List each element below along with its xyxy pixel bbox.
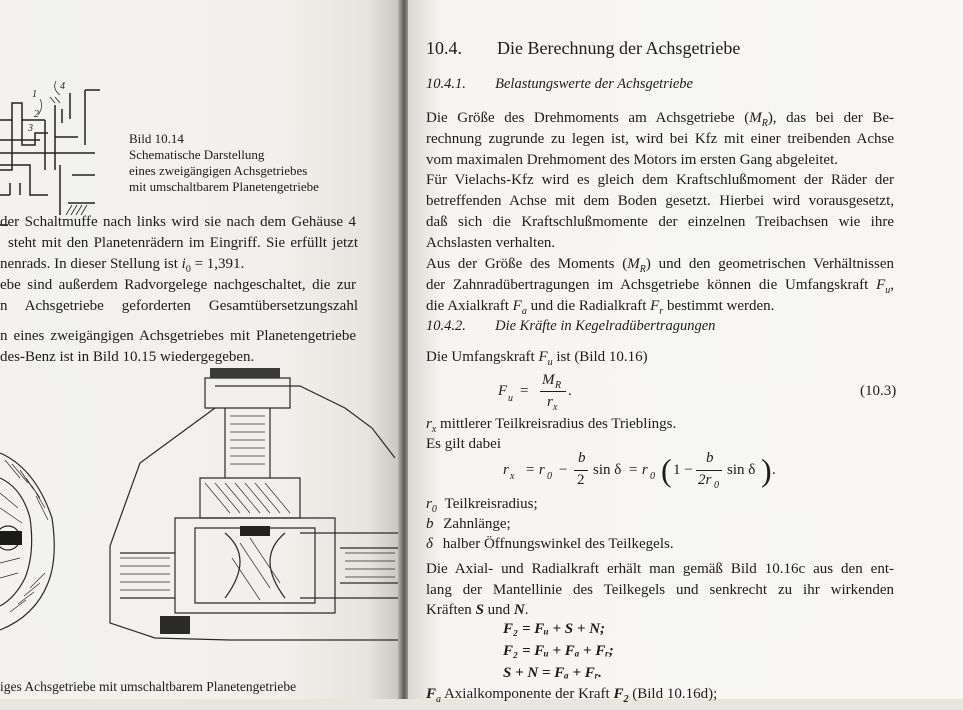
caption-line: Schematische Darstellung: [129, 147, 265, 162]
text-run: .: [524, 602, 529, 618]
eq-sub: 0: [714, 480, 719, 491]
body-line: daß sich die Kraftschlußmomente der einzelnen Treibachsen wie ihre: [426, 214, 894, 230]
def-text: Zahnlänge;: [443, 516, 511, 532]
body-line: vom maximalen Drehmoment des Motors im ersten Gang abgeleitet.: [426, 152, 838, 168]
body-line: [426, 600, 529, 621]
left-text-line: n eines zweigängigen Achsgetriebes mit Planetengetriebe: [0, 328, 356, 344]
text-run: Aus der Größe des Moments (: [426, 256, 628, 272]
eq-frac-num: b: [706, 450, 714, 466]
eq-sub: 0: [547, 471, 552, 482]
left-text-line: steht mit den Planetenrädern im Eingriff. Sie erfüllt jetzt: [8, 235, 358, 251]
force-equation: F₂ = Fᵤ + Fₐ + Fᵣ;: [503, 643, 614, 659]
subsection-title: Die Kräfte in Kegelradübertragungen: [495, 318, 716, 334]
text-run: Kräften: [426, 602, 476, 618]
definition-item: [426, 534, 674, 555]
body-line: Achslasten verhalten.: [426, 235, 556, 251]
eq-trail: .: [772, 462, 776, 478]
math-M: M: [749, 110, 762, 126]
eq-part: = r: [628, 462, 648, 478]
eq-trail: .: [568, 383, 572, 399]
text-run: der Zahnradübertragungen im Achsgetriebe können die Umfangskraft: [426, 277, 877, 293]
math-sub: R: [761, 118, 768, 129]
text-run: nenrads. In dieser Stellung ist: [0, 256, 178, 272]
label-4: 4: [60, 81, 65, 92]
body-line: Die Axial- und Radialkraft erhält man gemäß Bild 10.16c aus den ent-: [426, 561, 894, 577]
math-r: r: [426, 416, 432, 432]
text-run: Axialkomponente der Kraft: [441, 686, 614, 702]
def-symbol: δ: [426, 536, 433, 552]
body-line: Es gilt dabei: [426, 436, 501, 452]
text-run: ,: [890, 277, 894, 293]
math-sub: 2: [623, 694, 629, 705]
def-text: halber Öffnungswinkel des Teilkegels.: [442, 536, 674, 552]
text-run: ), das bei der Be-: [767, 110, 894, 126]
eq-paren-close: ): [761, 452, 772, 488]
left-text-line: n Achsgetriebe geforderten Gesamtübersetzungszahl: [0, 298, 358, 314]
left-text-line: des-Benz ist in Bild 10.15 wiedergegeben.: [0, 349, 255, 365]
math-sub: u: [885, 285, 891, 296]
eq-frac-num: b: [578, 450, 586, 466]
caption-number: Bild 10.14: [129, 131, 184, 146]
math-i: i: [181, 256, 186, 272]
eq-sin: sin δ: [593, 462, 622, 478]
math-sub: a: [521, 306, 527, 317]
text-run: und die Radialkraft: [526, 298, 651, 314]
text-run: und: [483, 602, 514, 618]
body-line: lang der Mantellinie des Teilkegels und senkrecht zu ihr wirkenden: [426, 582, 894, 598]
math-sub: a: [436, 694, 442, 705]
eq-sin: sin δ: [727, 462, 756, 478]
math-sub: R: [639, 264, 646, 275]
equation-rx: [503, 450, 783, 494]
left-page: [0, 0, 400, 699]
math-sub: x: [431, 424, 437, 435]
text-run: ) und den geometrischen Verhältnissen: [645, 256, 894, 272]
subsection-heading: [426, 76, 693, 93]
eq-sub: 0: [650, 471, 655, 482]
eq-paren-open: (: [661, 452, 672, 488]
section-title: Die Berechnung der Achsgetriebe: [497, 38, 741, 58]
math-F: F: [538, 349, 548, 365]
eq-minus: −: [559, 462, 568, 478]
section-number: 10.4.: [426, 38, 462, 58]
text-run: (Bild 10.16d);: [628, 686, 718, 702]
caption-line: eines zweigängigen Achsgetriebes: [129, 163, 308, 178]
subsection-heading: [426, 318, 715, 335]
subsection-title: Belastungswerte der Achsgetriebe: [495, 76, 693, 92]
figure-10-15-drawing: [0, 368, 400, 668]
math-F: F: [876, 277, 886, 293]
eq-one: 1 −: [673, 462, 693, 478]
math-F: F: [512, 298, 522, 314]
eq-numerator: M: [542, 372, 555, 388]
math-sub: 0: [185, 264, 191, 275]
subsection-number: 10.4.2.: [426, 318, 466, 334]
subsection-number: 10.4.1.: [426, 76, 466, 92]
definition-item: [426, 514, 511, 535]
equation-number: (10.3): [860, 383, 897, 399]
def-text: Teilkreisradius;: [444, 496, 538, 512]
math-F: F: [613, 686, 624, 702]
label-1: 1: [32, 89, 37, 100]
right-page: [408, 0, 963, 705]
body-line: rechnung zugrunde zu legen ist, wird bei Kfz mit einer treibenden Achse: [426, 131, 894, 147]
left-text-line: der Schaltmuffe nach links wird sie nach dem Gehäuse 4: [0, 214, 356, 230]
fraction-bar: [540, 391, 566, 392]
def-sub: 0: [431, 504, 437, 515]
section-heading: [426, 38, 740, 59]
math-sub: u: [547, 357, 553, 368]
eq-equals: =: [520, 383, 529, 399]
figure-10-14-caption: [129, 131, 319, 195]
eq-lhs: F: [498, 383, 508, 399]
eq-frac-den: 2r: [698, 472, 712, 488]
text-run: = 1,391.: [194, 256, 245, 272]
eq-lhs: r: [503, 462, 509, 478]
text-run: bestimmt werden.: [663, 298, 775, 314]
text-run: die Axialkraft: [426, 298, 513, 314]
body-line: [426, 684, 717, 710]
eq-numerator-sub: R: [555, 380, 562, 391]
left-text-line: ebe sind außerdem Radvorgelege nachgeschaltet, die zur: [0, 277, 356, 293]
text-run: mittlerer Teilkreisradius des Trieblings.: [436, 416, 677, 432]
eq-frac-den: 2: [577, 472, 585, 488]
math-N: N: [513, 602, 525, 618]
body-line: Für Vielachs-Kfz wird es gleich dem Kraftschlußmoment der Räder der: [426, 172, 894, 188]
fraction-bar: [574, 470, 588, 471]
text-run: Die Umfangskraft: [426, 349, 539, 365]
eq-lhs-sub: x: [510, 471, 515, 482]
body-line: betreffenden Achse mit dem Boden gesetzt. Hierbei wird vorausgesetzt,: [426, 193, 894, 209]
body-line: [426, 347, 648, 373]
math-F: F: [426, 686, 437, 702]
label-3: 3: [28, 123, 33, 134]
force-equation: S + N = Fₐ + Fᵣ.: [503, 665, 602, 681]
caption-line: mit umschaltbarem Planetengetriebe: [129, 179, 319, 194]
def-symbol: b: [426, 516, 434, 532]
text-run: ist (Bild 10.16): [552, 349, 648, 365]
eq-part: = r: [525, 462, 545, 478]
fraction-bar: [696, 470, 722, 471]
eq-denominator: r: [547, 394, 553, 410]
force-equation: F₂ = Fᵤ + S + N;: [503, 621, 606, 637]
text-run: Die Größe des Drehmoments am Achsgetriebe (: [426, 110, 750, 126]
label-2: 2: [34, 109, 39, 120]
eq-lhs-sub: u: [508, 393, 513, 404]
math-sub: r: [659, 306, 664, 317]
figure-10-15-caption: iges Achsgetriebe mit umschaltbarem Planetengetriebe: [0, 679, 297, 694]
math-F: F: [650, 298, 660, 314]
eq-denominator-sub: x: [553, 402, 558, 413]
math-M: M: [627, 256, 640, 272]
def-symbol: r: [426, 496, 432, 512]
math-S: S: [475, 602, 484, 618]
